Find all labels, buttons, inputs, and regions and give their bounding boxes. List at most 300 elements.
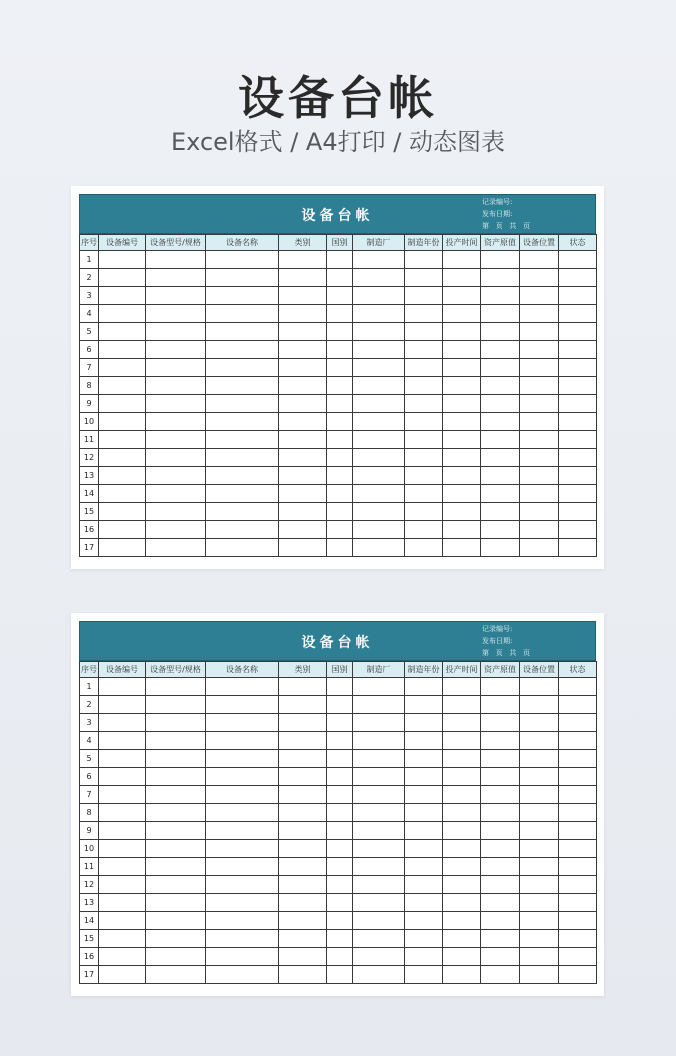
column-header: 类别 xyxy=(279,662,327,678)
column-header: 设备名称 xyxy=(206,662,279,678)
column-header: 制造年份 xyxy=(405,662,443,678)
table-row xyxy=(80,948,597,966)
table-cell xyxy=(99,840,146,858)
table-cell xyxy=(99,678,146,696)
table-cell xyxy=(206,750,279,768)
table-cell xyxy=(481,768,520,786)
row-number-cell: 9 xyxy=(80,822,99,840)
table-cell xyxy=(520,804,559,822)
table-cell xyxy=(99,323,146,341)
table-cell xyxy=(279,930,327,948)
table-cell xyxy=(279,359,327,377)
table-cell xyxy=(353,359,405,377)
table-cell xyxy=(146,287,206,305)
table-cell xyxy=(353,485,405,503)
table-cell xyxy=(443,714,481,732)
row-number-cell: 14 xyxy=(80,912,99,930)
table-cell xyxy=(146,966,206,984)
table-cell xyxy=(405,377,443,395)
table-cell xyxy=(146,305,206,323)
table-cell xyxy=(99,467,146,485)
table-cell xyxy=(327,449,353,467)
table-cell xyxy=(405,768,443,786)
table-cell xyxy=(353,377,405,395)
table-cell xyxy=(353,678,405,696)
row-number-cell: 4 xyxy=(80,732,99,750)
table-cell xyxy=(146,341,206,359)
table-cell xyxy=(481,449,520,467)
table-cell xyxy=(559,413,597,431)
table-cell xyxy=(206,431,279,449)
table-cell xyxy=(481,503,520,521)
table-cell xyxy=(99,503,146,521)
table-cell xyxy=(405,858,443,876)
row-number-cell: 6 xyxy=(80,768,99,786)
table-cell xyxy=(353,251,405,269)
row-number-cell: 15 xyxy=(80,930,99,948)
table-cell xyxy=(481,750,520,768)
row-number-cell: 3 xyxy=(80,287,99,305)
table-cell xyxy=(559,912,597,930)
table-cell xyxy=(443,912,481,930)
row-number-cell: 8 xyxy=(80,377,99,395)
table-cell xyxy=(481,804,520,822)
table-cell xyxy=(327,858,353,876)
table-cell xyxy=(206,732,279,750)
table-cell xyxy=(327,467,353,485)
table-cell xyxy=(405,714,443,732)
table-cell xyxy=(99,822,146,840)
table-cell xyxy=(405,912,443,930)
table-cell xyxy=(99,251,146,269)
table-cell xyxy=(327,413,353,431)
table-cell xyxy=(146,413,206,431)
table-cell xyxy=(99,732,146,750)
table-cell xyxy=(99,894,146,912)
table-cell xyxy=(146,251,206,269)
record-number-label: 记录编号: xyxy=(482,198,513,206)
table-cell xyxy=(279,804,327,822)
table-cell xyxy=(206,696,279,714)
table-cell xyxy=(99,485,146,503)
table-cell xyxy=(146,269,206,287)
table-cell xyxy=(206,251,279,269)
table-cell xyxy=(99,431,146,449)
table-cell xyxy=(520,485,559,503)
table-cell xyxy=(481,395,520,413)
table-cell xyxy=(559,305,597,323)
table-cell xyxy=(481,323,520,341)
table-cell xyxy=(206,413,279,431)
table-cell xyxy=(206,876,279,894)
table-cell xyxy=(206,804,279,822)
table-cell xyxy=(443,485,481,503)
table-cell xyxy=(206,287,279,305)
table-cell xyxy=(520,269,559,287)
table-cell xyxy=(327,269,353,287)
table-cell xyxy=(481,377,520,395)
table-cell xyxy=(353,876,405,894)
table-cell xyxy=(99,287,146,305)
table-banner xyxy=(79,194,596,234)
table-cell xyxy=(443,876,481,894)
table-cell xyxy=(353,804,405,822)
column-header: 设备位置 xyxy=(520,235,559,251)
table-cell xyxy=(559,840,597,858)
table-cell xyxy=(481,467,520,485)
table-cell xyxy=(327,678,353,696)
table-cell xyxy=(559,696,597,714)
table-row xyxy=(80,732,597,750)
table-cell xyxy=(443,251,481,269)
table-cell xyxy=(559,485,597,503)
table-cell xyxy=(443,966,481,984)
table-cell xyxy=(481,912,520,930)
table-cell xyxy=(146,485,206,503)
table-cell xyxy=(279,503,327,521)
table-row xyxy=(80,467,597,485)
table-cell xyxy=(405,876,443,894)
table-cell xyxy=(206,930,279,948)
table-cell xyxy=(99,876,146,894)
table-cell xyxy=(405,786,443,804)
table-body xyxy=(80,251,597,557)
table-cell xyxy=(279,822,327,840)
table-cell xyxy=(206,305,279,323)
table-cell xyxy=(99,948,146,966)
row-number-cell: 3 xyxy=(80,714,99,732)
table-cell xyxy=(279,431,327,449)
table-cell xyxy=(206,678,279,696)
table-row xyxy=(80,840,597,858)
table-cell xyxy=(206,894,279,912)
column-header: 设备名称 xyxy=(206,235,279,251)
header-row xyxy=(80,235,597,251)
table-cell xyxy=(327,840,353,858)
table-cell xyxy=(481,359,520,377)
table-cell xyxy=(99,269,146,287)
table-cell xyxy=(279,269,327,287)
table-row xyxy=(80,377,597,395)
table-cell xyxy=(443,786,481,804)
table-row xyxy=(80,413,597,431)
table-cell xyxy=(481,251,520,269)
table-cell xyxy=(559,467,597,485)
table-cell xyxy=(520,449,559,467)
page-count-label: 第 页 共 页 xyxy=(482,222,531,230)
table-cell xyxy=(520,431,559,449)
table-cell xyxy=(353,696,405,714)
table-cell xyxy=(279,413,327,431)
table-cell xyxy=(279,678,327,696)
table-cell xyxy=(405,503,443,521)
row-number-cell: 1 xyxy=(80,251,99,269)
table-body xyxy=(80,678,597,984)
table-cell xyxy=(520,251,559,269)
table-row xyxy=(80,503,597,521)
table-cell xyxy=(443,930,481,948)
table-cell xyxy=(327,431,353,449)
row-number-cell: 2 xyxy=(80,269,99,287)
table-cell xyxy=(443,341,481,359)
table-cell xyxy=(279,305,327,323)
column-header: 制造厂 xyxy=(353,662,405,678)
table-row xyxy=(80,876,597,894)
table-cell xyxy=(520,377,559,395)
table-cell xyxy=(443,750,481,768)
table-cell xyxy=(99,750,146,768)
table-cell xyxy=(405,521,443,539)
table-cell xyxy=(481,269,520,287)
table-cell xyxy=(481,287,520,305)
table-cell xyxy=(520,840,559,858)
table-cell xyxy=(405,750,443,768)
table-cell xyxy=(279,449,327,467)
table-cell xyxy=(99,539,146,557)
table-cell xyxy=(279,750,327,768)
row-number-cell: 17 xyxy=(80,966,99,984)
table-cell xyxy=(520,696,559,714)
table-cell xyxy=(443,840,481,858)
table-cell xyxy=(481,521,520,539)
banner-meta xyxy=(482,196,530,232)
table-cell xyxy=(559,714,597,732)
table-cell xyxy=(443,413,481,431)
table-cell xyxy=(206,948,279,966)
table-row xyxy=(80,269,597,287)
table-cell xyxy=(353,894,405,912)
column-header: 设备型号/规格 xyxy=(146,662,206,678)
table-cell xyxy=(405,840,443,858)
table-row xyxy=(80,431,597,449)
table-cell xyxy=(327,804,353,822)
table-cell xyxy=(443,269,481,287)
table-cell xyxy=(353,467,405,485)
table-cell xyxy=(279,323,327,341)
table-cell xyxy=(481,696,520,714)
table-cell xyxy=(405,930,443,948)
table-cell xyxy=(559,822,597,840)
table-cell xyxy=(443,539,481,557)
row-number-cell: 16 xyxy=(80,948,99,966)
table-cell xyxy=(520,750,559,768)
table-cell xyxy=(99,768,146,786)
table-cell xyxy=(559,395,597,413)
table-cell xyxy=(443,503,481,521)
table-cell xyxy=(327,876,353,894)
table-row xyxy=(80,521,597,539)
table-cell xyxy=(99,714,146,732)
table-cell xyxy=(481,714,520,732)
row-number-cell: 12 xyxy=(80,449,99,467)
table-cell xyxy=(99,966,146,984)
table-cell xyxy=(443,323,481,341)
table-cell xyxy=(520,521,559,539)
table-cell xyxy=(353,930,405,948)
row-number-cell: 6 xyxy=(80,341,99,359)
table-cell xyxy=(559,858,597,876)
row-number-cell: 16 xyxy=(80,521,99,539)
table-cell xyxy=(481,305,520,323)
table-cell xyxy=(443,768,481,786)
table-cell xyxy=(206,395,279,413)
table-cell xyxy=(279,786,327,804)
table-cell xyxy=(405,822,443,840)
table-cell xyxy=(99,786,146,804)
table-cell xyxy=(520,539,559,557)
table-cell xyxy=(327,894,353,912)
table-cell xyxy=(353,269,405,287)
table-cell xyxy=(146,359,206,377)
table-row xyxy=(80,714,597,732)
table-cell xyxy=(206,858,279,876)
column-header: 投产时间 xyxy=(443,235,481,251)
table-cell xyxy=(481,930,520,948)
table-cell xyxy=(520,323,559,341)
table-cell xyxy=(146,930,206,948)
table-cell xyxy=(279,858,327,876)
table-cell xyxy=(481,876,520,894)
table-cell xyxy=(206,912,279,930)
table-cell xyxy=(405,485,443,503)
table-cell xyxy=(279,966,327,984)
table-cell xyxy=(99,858,146,876)
table-cell xyxy=(559,521,597,539)
table-cell xyxy=(405,323,443,341)
table-cell xyxy=(520,894,559,912)
table-cell xyxy=(481,858,520,876)
table-cell xyxy=(353,714,405,732)
table-cell xyxy=(353,912,405,930)
table-cell xyxy=(99,930,146,948)
table-cell xyxy=(353,431,405,449)
table-cell xyxy=(520,966,559,984)
table-cell xyxy=(481,894,520,912)
table-row xyxy=(80,894,597,912)
table-row xyxy=(80,251,597,269)
table-cell xyxy=(206,822,279,840)
table-cell xyxy=(520,822,559,840)
table-cell xyxy=(279,287,327,305)
table-cell xyxy=(559,449,597,467)
table-cell xyxy=(327,251,353,269)
table-cell xyxy=(146,467,206,485)
table-cell xyxy=(520,467,559,485)
table-cell xyxy=(481,485,520,503)
table-cell xyxy=(443,287,481,305)
table-cell xyxy=(279,521,327,539)
row-number-cell: 9 xyxy=(80,395,99,413)
table-cell xyxy=(99,521,146,539)
row-number-cell: 1 xyxy=(80,678,99,696)
table-row xyxy=(80,323,597,341)
table-cell xyxy=(405,696,443,714)
row-number-cell: 5 xyxy=(80,323,99,341)
table-cell xyxy=(520,305,559,323)
table-cell xyxy=(443,305,481,323)
table-cell xyxy=(481,966,520,984)
column-header: 国别 xyxy=(327,235,353,251)
table-cell xyxy=(443,948,481,966)
table-cell xyxy=(146,521,206,539)
table-cell xyxy=(279,876,327,894)
table-cell xyxy=(327,930,353,948)
table-cell xyxy=(279,696,327,714)
table-cell xyxy=(146,786,206,804)
table-cell xyxy=(146,503,206,521)
table-cell xyxy=(279,251,327,269)
table-cell xyxy=(279,732,327,750)
table-cell xyxy=(327,912,353,930)
table-cell xyxy=(327,377,353,395)
table-cell xyxy=(279,840,327,858)
table-cell xyxy=(353,750,405,768)
table-cell xyxy=(405,341,443,359)
table-cell xyxy=(443,377,481,395)
table-cell xyxy=(443,395,481,413)
table-cell xyxy=(559,341,597,359)
table-cell xyxy=(559,431,597,449)
table-cell xyxy=(146,750,206,768)
table-cell xyxy=(146,894,206,912)
table-cell xyxy=(520,876,559,894)
row-number-cell: 11 xyxy=(80,431,99,449)
header-row xyxy=(80,662,597,678)
table-cell xyxy=(99,377,146,395)
table-cell xyxy=(481,539,520,557)
column-header: 设备编号 xyxy=(99,235,146,251)
table-cell xyxy=(353,786,405,804)
table-row xyxy=(80,539,597,557)
table-cell xyxy=(559,750,597,768)
table-cell xyxy=(481,732,520,750)
column-header: 状态 xyxy=(559,235,597,251)
table-cell xyxy=(520,858,559,876)
table-cell xyxy=(353,521,405,539)
row-number-cell: 13 xyxy=(80,894,99,912)
table-cell xyxy=(353,503,405,521)
table-row xyxy=(80,966,597,984)
table-cell xyxy=(327,822,353,840)
table-cell xyxy=(443,822,481,840)
table-row xyxy=(80,287,597,305)
table-cell xyxy=(327,696,353,714)
row-number-cell: 8 xyxy=(80,804,99,822)
table-cell xyxy=(206,377,279,395)
row-number-cell: 10 xyxy=(80,413,99,431)
table-cell xyxy=(443,449,481,467)
table-cell xyxy=(520,948,559,966)
table-row xyxy=(80,786,597,804)
table-cell xyxy=(559,768,597,786)
column-header: 设备位置 xyxy=(520,662,559,678)
column-header: 制造年份 xyxy=(405,235,443,251)
table-cell xyxy=(279,341,327,359)
table-cell xyxy=(279,539,327,557)
row-number-cell: 4 xyxy=(80,305,99,323)
table-cell xyxy=(559,539,597,557)
table-cell xyxy=(405,894,443,912)
row-number-cell: 7 xyxy=(80,359,99,377)
table-cell xyxy=(327,539,353,557)
table-cell xyxy=(146,768,206,786)
table-cell xyxy=(559,930,597,948)
table-cell xyxy=(443,804,481,822)
table-cell xyxy=(146,822,206,840)
table-cell xyxy=(279,395,327,413)
table-row xyxy=(80,305,597,323)
table-cell xyxy=(559,732,597,750)
